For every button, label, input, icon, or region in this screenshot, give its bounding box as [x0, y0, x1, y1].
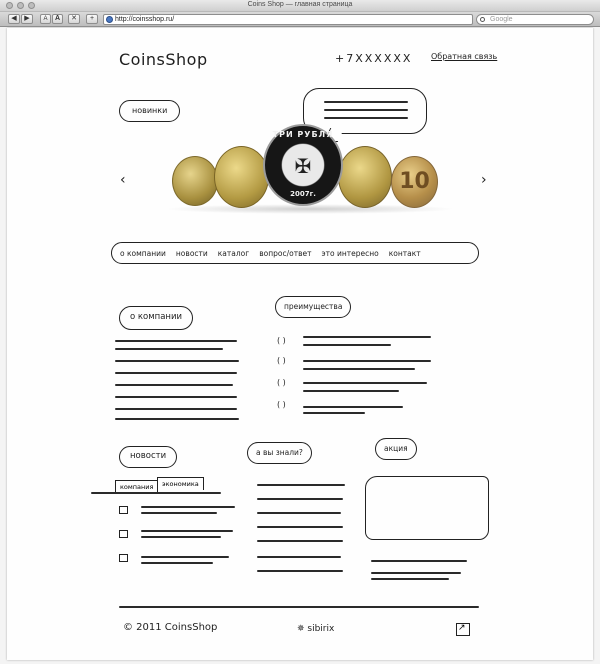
- promo-title: акция: [384, 444, 408, 453]
- developer-name: sibirix: [307, 624, 335, 634]
- tabs-baseline: [91, 492, 221, 494]
- about-text-line: [115, 360, 239, 362]
- back-arrow-icon: ◀: [11, 15, 17, 22]
- text-bigger-button[interactable]: A: [52, 14, 63, 24]
- nav-item-catalog[interactable]: каталог: [217, 248, 250, 258]
- advantage-line: [303, 406, 403, 408]
- slider-next-button[interactable]: ›: [481, 172, 487, 188]
- text-smaller-button[interactable]: A: [40, 14, 51, 24]
- did-you-know-title: а вы знали?: [256, 448, 303, 457]
- eagle-icon: ✠: [294, 154, 312, 178]
- developer-link[interactable]: [297, 624, 334, 634]
- news-label-button[interactable]: [119, 100, 180, 122]
- did-you-know-line: [257, 512, 341, 514]
- speech-bubble: [303, 88, 427, 134]
- news-item-line: [141, 512, 217, 514]
- about-text-line: [115, 384, 233, 386]
- advantage-bullet: ( ): [277, 378, 286, 387]
- arrow-up-right-icon: ↗: [458, 623, 466, 633]
- news-tab-economy[interactable]: экономика: [157, 477, 204, 490]
- nav-item-interesting[interactable]: это интересно: [321, 248, 379, 258]
- did-you-know-heading[interactable]: [247, 442, 312, 464]
- advantages-heading[interactable]: [275, 296, 351, 318]
- bubble-line: [324, 117, 408, 119]
- about-text-line: [115, 396, 237, 398]
- plus-icon: +: [89, 15, 95, 22]
- nav-item-about[interactable]: о компании: [120, 248, 166, 258]
- news-item-line: [141, 556, 229, 558]
- advantage-line: [303, 390, 399, 392]
- did-you-know-line: [257, 540, 343, 542]
- promo-image-placeholder[interactable]: [365, 476, 489, 540]
- about-text-line: [115, 372, 237, 374]
- footer-divider: [119, 606, 479, 608]
- nav-item-contact[interactable]: контакт: [388, 248, 421, 258]
- forward-arrow-icon: ▶: [24, 15, 30, 22]
- promo-text-line: [371, 578, 449, 580]
- search-field[interactable]: [476, 14, 594, 25]
- did-you-know-line: [257, 498, 343, 500]
- news-item-checkbox[interactable]: [119, 506, 128, 514]
- slider-prev-button[interactable]: ‹: [120, 172, 126, 188]
- stop-icon: ✕: [71, 15, 77, 22]
- did-you-know-line: [257, 556, 341, 558]
- back-button[interactable]: [8, 14, 20, 24]
- about-heading[interactable]: [119, 306, 193, 330]
- about-title: о компании: [130, 312, 183, 322]
- coin-value: 10: [399, 169, 430, 194]
- advantage-line: [303, 360, 431, 362]
- news-item-checkbox[interactable]: [119, 530, 128, 538]
- advantage-bullet: ( ): [277, 400, 286, 409]
- promo-heading[interactable]: [375, 438, 417, 460]
- url-text: http://coinsshop.ru/: [115, 16, 175, 23]
- coin-image[interactable]: [214, 146, 269, 208]
- stop-button[interactable]: [68, 14, 80, 24]
- phone-number: +7XXXXXX: [335, 52, 413, 65]
- advantage-line: [303, 382, 427, 384]
- news-item-line: [141, 536, 221, 538]
- promo-text-line: [371, 560, 467, 562]
- developer-logo-icon: ✵: [297, 624, 308, 634]
- did-you-know-line: [257, 526, 343, 528]
- feedback-link[interactable]: Обратная связь: [431, 52, 498, 61]
- search-icon: [480, 17, 485, 22]
- search-placeholder: Google: [490, 16, 513, 23]
- coin-image[interactable]: [172, 156, 218, 206]
- news-label: новинки: [132, 106, 168, 115]
- page-content: [7, 28, 593, 660]
- advantages-title: преимущества: [284, 302, 343, 311]
- advantage-bullet: ( ): [277, 336, 286, 345]
- news-item-line: [141, 562, 213, 564]
- coin-image-featured[interactable]: [263, 124, 343, 206]
- about-text-line: [115, 340, 237, 342]
- about-text-line: [115, 348, 223, 350]
- advantage-line: [303, 368, 415, 370]
- news-heading[interactable]: [119, 446, 177, 468]
- about-text-line: [115, 408, 237, 410]
- add-bookmark-button[interactable]: [86, 14, 98, 24]
- promo-text-line: [371, 572, 461, 574]
- bubble-line: [324, 109, 408, 111]
- window-title: Coins Shop — главная страница: [247, 1, 353, 8]
- footer-copyright: © 2011 CoinsShop: [123, 622, 218, 633]
- news-title: новости: [130, 451, 167, 461]
- about-text-line: [115, 418, 239, 420]
- news-tab-company[interactable]: компания: [115, 480, 158, 493]
- site-logo[interactable]: CoinsShop: [119, 50, 208, 69]
- advantage-line: [303, 412, 365, 414]
- nav-item-news[interactable]: новости: [175, 248, 208, 258]
- title-bar: [0, 0, 600, 12]
- coin-bottom-text: 2007г.: [290, 190, 316, 198]
- did-you-know-line: [257, 484, 345, 486]
- advantage-line: [303, 336, 431, 338]
- coin-image[interactable]: [391, 156, 438, 208]
- did-you-know-line: [257, 570, 343, 572]
- browser-toolbar: [0, 12, 600, 27]
- news-item-line: [141, 530, 233, 532]
- advantage-bullet: ( ): [277, 356, 286, 365]
- news-item-checkbox[interactable]: [119, 554, 128, 562]
- address-bar[interactable]: [103, 14, 473, 25]
- scroll-to-top-button[interactable]: [456, 623, 470, 636]
- news-item-line: [141, 506, 235, 508]
- main-navigation: [111, 242, 479, 264]
- coin-top-text: ТРИ РУБЛЯ: [272, 130, 334, 139]
- nav-item-faq[interactable]: вопрос/ответ: [259, 248, 312, 258]
- coin-image[interactable]: [338, 146, 392, 208]
- globe-icon: [106, 16, 113, 23]
- forward-button[interactable]: [21, 14, 33, 24]
- advantage-line: [303, 344, 391, 346]
- bubble-line: [324, 101, 408, 103]
